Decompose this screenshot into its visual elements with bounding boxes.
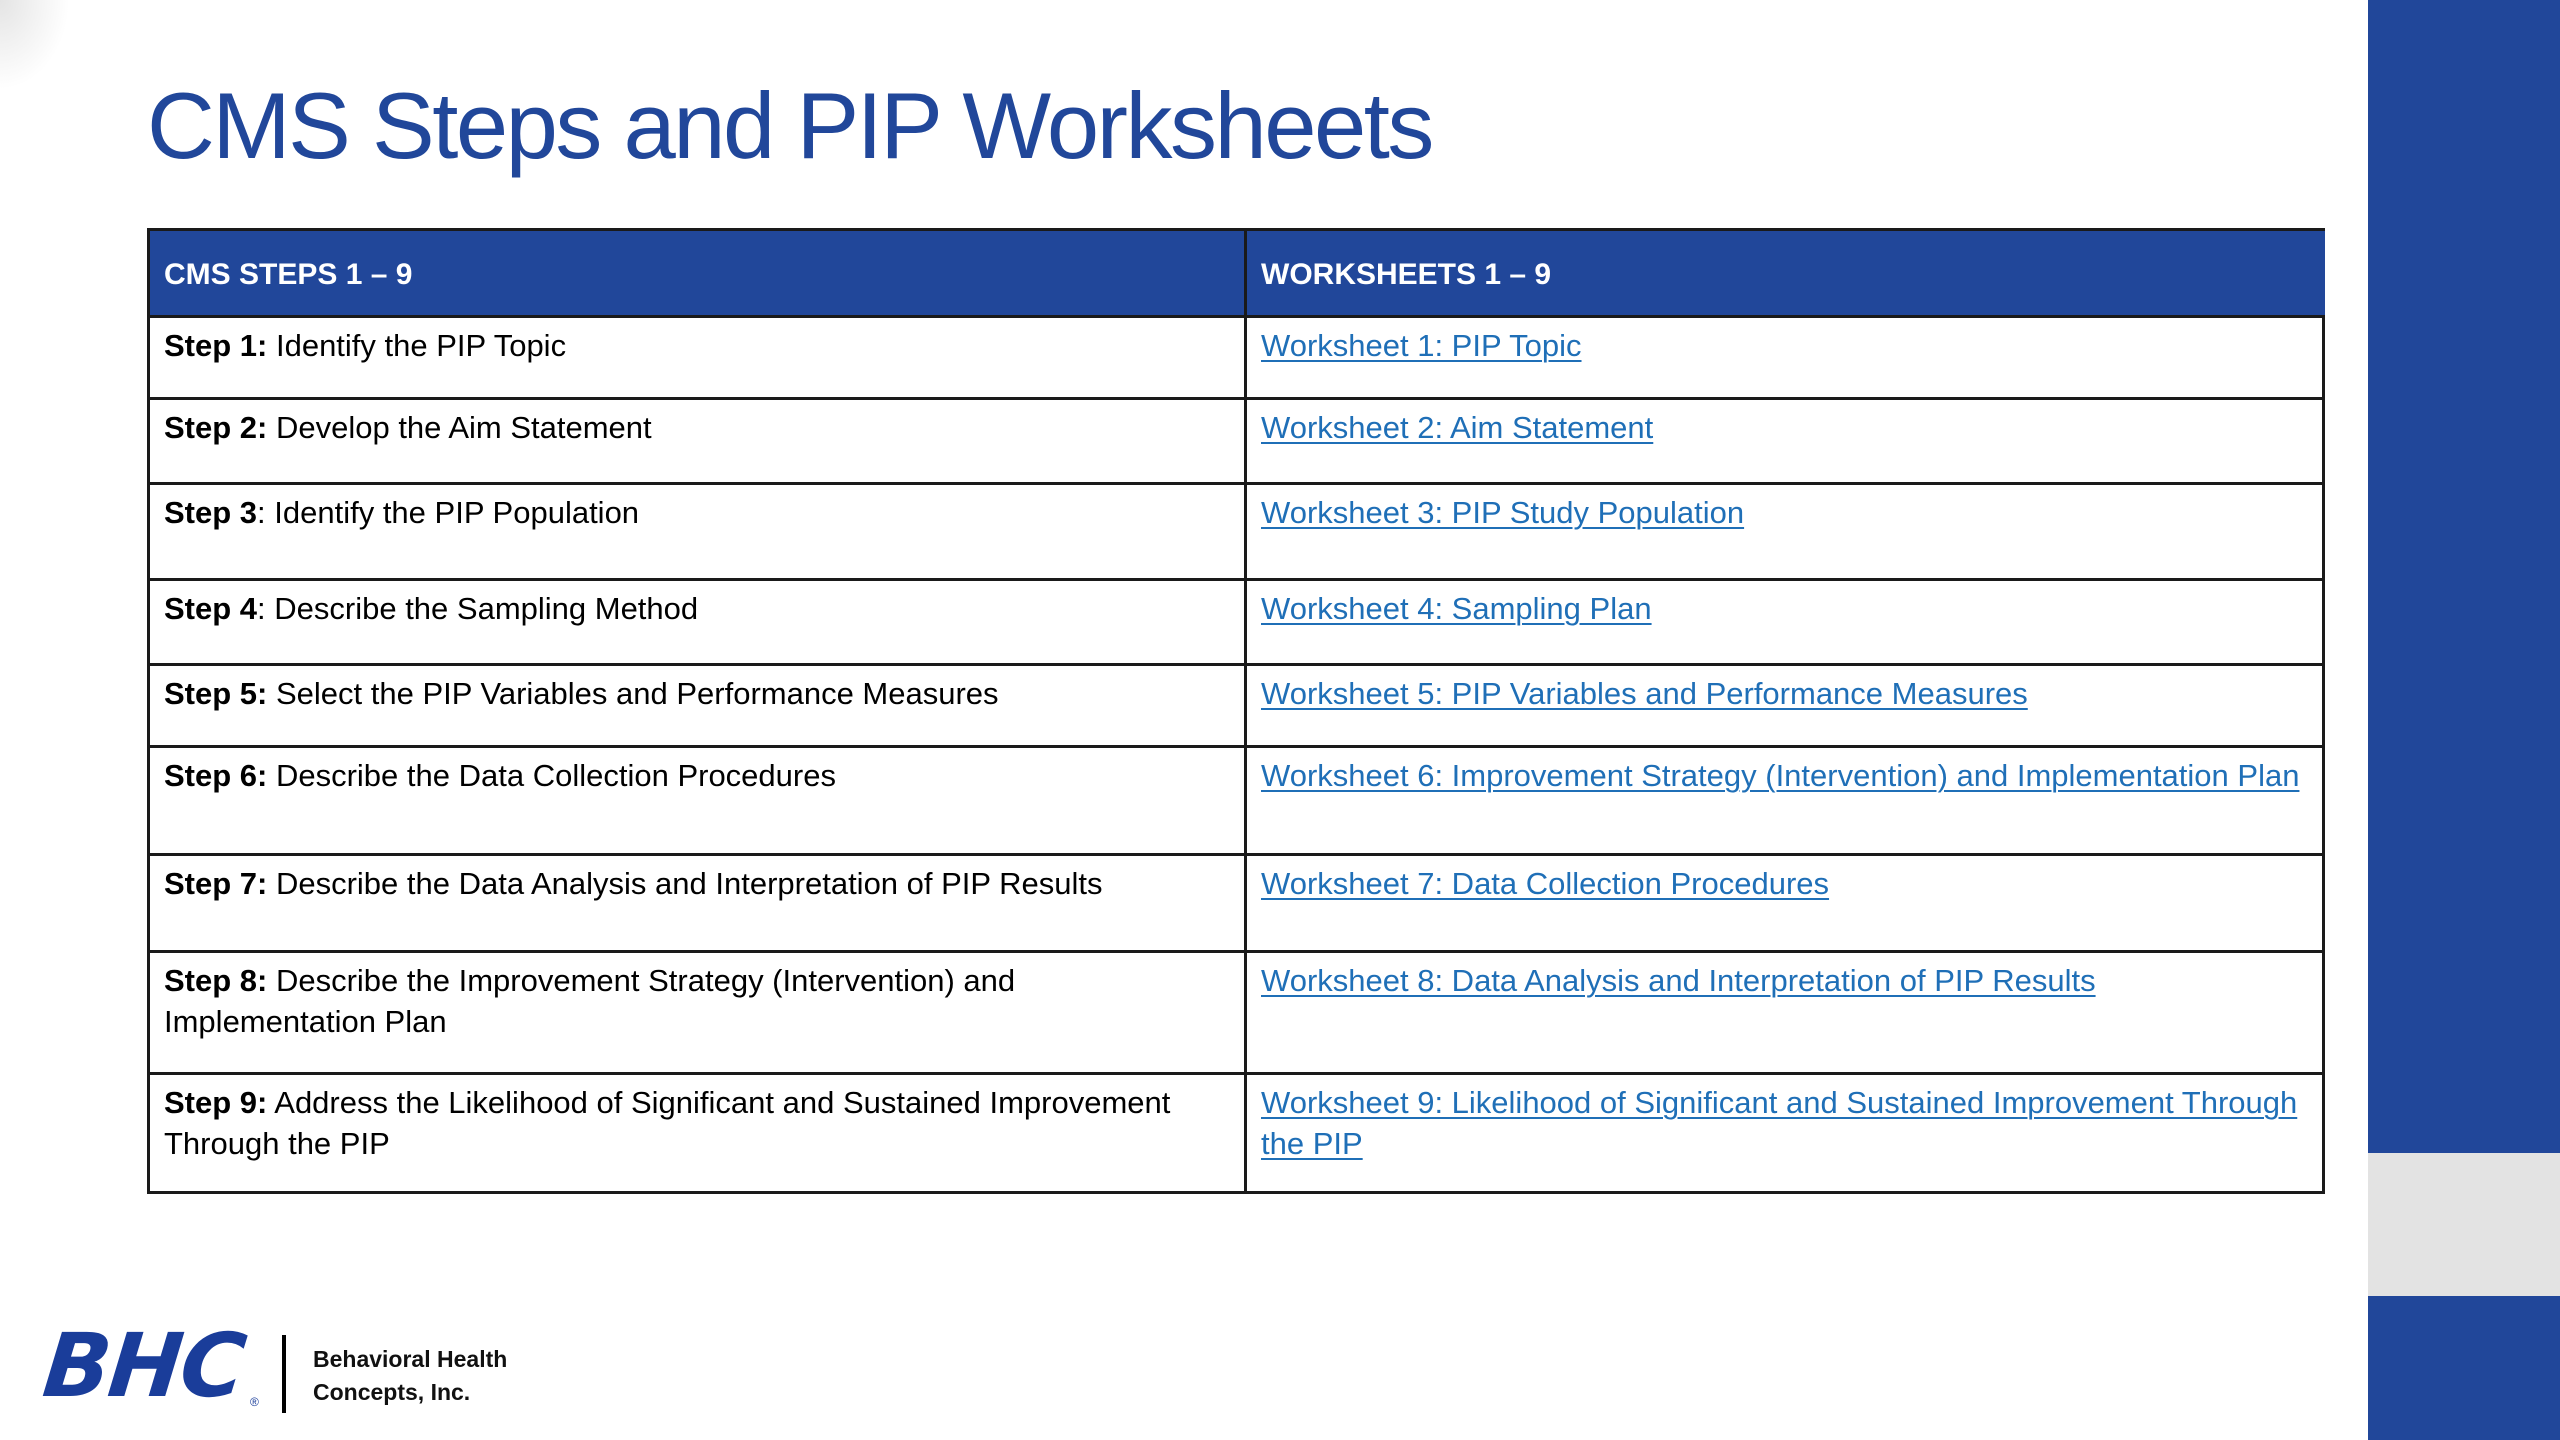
header-worksheets: WORKSHEETS 1 – 9 bbox=[1247, 231, 2325, 318]
step-text: Address the Likelihood of Significant and Sustained Improvement Through the PIP bbox=[164, 1085, 1171, 1161]
company-name bbox=[313, 1343, 507, 1409]
worksheet-link[interactable]: Worksheet 3: PIP Study Population bbox=[1261, 495, 1745, 530]
company-name-line2: Concepts, Inc. bbox=[313, 1379, 471, 1405]
step-cell bbox=[150, 1075, 1247, 1191]
worksheet-cell bbox=[1247, 953, 2325, 1075]
worksheet-link[interactable]: Worksheet 5: PIP Variables and Performance Measures bbox=[1261, 676, 2028, 711]
registered-mark: ® bbox=[250, 1395, 259, 1409]
right-accent-block bbox=[2368, 1153, 2560, 1296]
step-text: Select the PIP Variables and Performance Measures bbox=[267, 676, 999, 711]
step-cell bbox=[150, 748, 1247, 856]
corner-shade bbox=[0, 0, 70, 90]
step-label: Step 6: bbox=[164, 758, 268, 793]
step-label: Step 7: bbox=[164, 866, 268, 901]
step-text: : Describe the Sampling Method bbox=[257, 591, 699, 626]
step-cell bbox=[150, 856, 1247, 953]
step-cell bbox=[150, 318, 1247, 400]
step-label: Step 4 bbox=[164, 591, 258, 626]
worksheet-cell bbox=[1247, 485, 2325, 581]
step-label: Step 1: bbox=[164, 328, 268, 363]
worksheet-cell bbox=[1247, 1075, 2325, 1191]
step-label: Step 3 bbox=[164, 495, 258, 530]
step-text: Develop the Aim Statement bbox=[267, 410, 652, 445]
header-steps: CMS STEPS 1 – 9 bbox=[150, 231, 1247, 318]
worksheet-link[interactable]: Worksheet 7: Data Collection Procedures bbox=[1261, 866, 1830, 901]
slide-title: CMS Steps and PIP Worksheets bbox=[147, 73, 1432, 178]
step-text: : Identify the PIP Population bbox=[257, 495, 640, 530]
steps-worksheets-table bbox=[147, 228, 2325, 1194]
worksheet-cell bbox=[1247, 856, 2325, 953]
worksheet-cell bbox=[1247, 748, 2325, 856]
company-name-line1: Behavioral Health bbox=[313, 1346, 508, 1372]
worksheet-link[interactable]: Worksheet 8: Data Analysis and Interpretation of PIP Results bbox=[1261, 963, 2096, 998]
step-cell bbox=[150, 400, 1247, 485]
step-cell bbox=[150, 581, 1247, 666]
worksheet-cell bbox=[1247, 581, 2325, 666]
step-text: Describe the Data Analysis and Interpretation of PIP Results bbox=[267, 866, 1103, 901]
bhc-logo-mark: BHC bbox=[38, 1314, 249, 1417]
logo-divider bbox=[282, 1335, 286, 1413]
worksheet-link[interactable]: Worksheet 6: Improvement Strategy (Intervention) and Implementation Plan bbox=[1261, 758, 2300, 793]
worksheet-link[interactable]: Worksheet 2: Aim Statement bbox=[1261, 410, 1654, 445]
step-label: Step 9: bbox=[164, 1085, 268, 1120]
step-label: Step 8: bbox=[164, 963, 268, 998]
step-text: Describe the Data Collection Procedures bbox=[267, 758, 836, 793]
worksheet-link[interactable]: Worksheet 9: Likelihood of Significant and Sustained Improvement Through the PIP bbox=[1261, 1085, 2298, 1161]
worksheet-cell bbox=[1247, 666, 2325, 748]
worksheet-link[interactable]: Worksheet 4: Sampling Plan bbox=[1261, 591, 1652, 626]
worksheet-cell bbox=[1247, 318, 2325, 400]
step-text: Describe the Improvement Strategy (Intervention) and Implementation Plan bbox=[164, 963, 1016, 1039]
worksheet-cell bbox=[1247, 400, 2325, 485]
right-accent-bar bbox=[2368, 0, 2560, 1440]
worksheet-link[interactable]: Worksheet 1: PIP Topic bbox=[1261, 328, 1582, 363]
step-cell bbox=[150, 485, 1247, 581]
step-cell bbox=[150, 666, 1247, 748]
step-cell bbox=[150, 953, 1247, 1075]
step-text: Identify the PIP Topic bbox=[267, 328, 567, 363]
step-label: Step 5: bbox=[164, 676, 268, 711]
step-label: Step 2: bbox=[164, 410, 268, 445]
